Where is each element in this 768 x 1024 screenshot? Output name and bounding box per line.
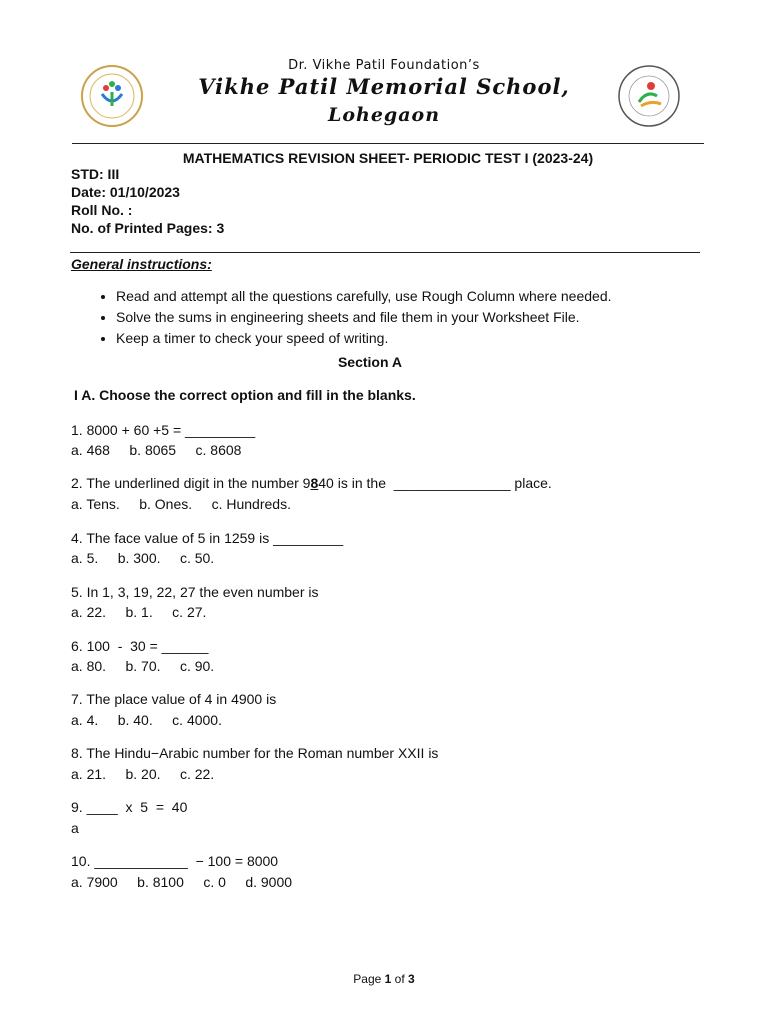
date-label: Date: 01/10/2023 bbox=[71, 184, 180, 200]
page-total: 3 bbox=[408, 972, 415, 986]
question-7: 7. The place value of 4 in 4900 is bbox=[71, 691, 277, 707]
question-2 bbox=[71, 475, 552, 491]
question-heading: I A. Choose the correct option and fill in the blanks. bbox=[74, 387, 416, 403]
school-name: Vikhe Patil Memorial School, bbox=[198, 74, 570, 99]
page-current: 1 bbox=[384, 972, 392, 986]
instruction-item: • Solve the sums in engineering sheets and file them in your Worksheet File. bbox=[116, 307, 756, 328]
underlined-digit: 8 bbox=[310, 475, 319, 491]
section-heading: Section A bbox=[337, 354, 403, 370]
header-divider bbox=[72, 143, 704, 144]
options-7: a. 4. b. 40. c. 4000. bbox=[71, 712, 222, 728]
page-prefix: Page bbox=[353, 972, 385, 986]
options-1: a. 468 b. 8065 c. 8608 bbox=[71, 442, 242, 458]
question-5: 5. In 1, 3, 19, 22, 27 the even number is bbox=[71, 584, 319, 600]
question-2-pre: 2. The underlined digit in the number 9 bbox=[71, 475, 311, 491]
options-4: a. 5. b. 300. c. 50. bbox=[71, 550, 215, 566]
school-logo bbox=[617, 64, 681, 128]
instructions-list bbox=[71, 286, 756, 349]
question-8: 8. The Hindu−Arabic number for the Roman number XXII is bbox=[71, 745, 439, 761]
question-2-post: 40 is in the _______________ place. bbox=[318, 475, 552, 491]
question-4: 4. The face value of 5 in 1259 is _________ bbox=[71, 530, 344, 546]
roll-label: Roll No. : bbox=[71, 202, 133, 218]
options-6: a. 80. b. 70. c. 90. bbox=[71, 658, 215, 674]
options-8: a. 21. b. 20. c. 22. bbox=[71, 766, 215, 782]
question-6: 6. 100 - 30 = ______ bbox=[71, 638, 209, 654]
foundation-name: Dr. Vikhe Patil Foundation’s bbox=[288, 58, 480, 73]
std-label: STD: III bbox=[71, 166, 120, 182]
foundation-logo bbox=[80, 64, 144, 128]
options-5: a. 22. b. 1. c. 27. bbox=[71, 604, 207, 620]
pages-label: No. of Printed Pages: 3 bbox=[71, 220, 225, 236]
instructions-heading: General instructions: bbox=[71, 256, 212, 272]
options-9: a bbox=[71, 820, 79, 836]
school-place: Lohegaon bbox=[327, 104, 441, 126]
instruction-item: • Keep a timer to check your speed of writing. bbox=[116, 328, 756, 349]
question-9: 9. ____ x 5 = 40 bbox=[71, 799, 188, 815]
question-10: 10. ____________ − 100 = 8000 bbox=[71, 853, 279, 869]
instruction-item: • Read and attempt all the questions carefully, use Rough Column where needed. bbox=[116, 286, 756, 307]
meta-divider bbox=[70, 252, 700, 253]
question-1: 1. 8000 + 60 +5 = _________ bbox=[71, 422, 256, 438]
page-number bbox=[0, 972, 768, 986]
options-10: a. 7900 b. 8100 c. 0 d. 9000 bbox=[71, 874, 293, 890]
page-middle: of bbox=[391, 972, 409, 986]
options-2: a. Tens. b. Ones. c. Hundreds. bbox=[71, 496, 291, 512]
sheet-title: MATHEMATICS REVISION SHEET- PERIODIC TEST I (2023-24) bbox=[182, 150, 594, 166]
